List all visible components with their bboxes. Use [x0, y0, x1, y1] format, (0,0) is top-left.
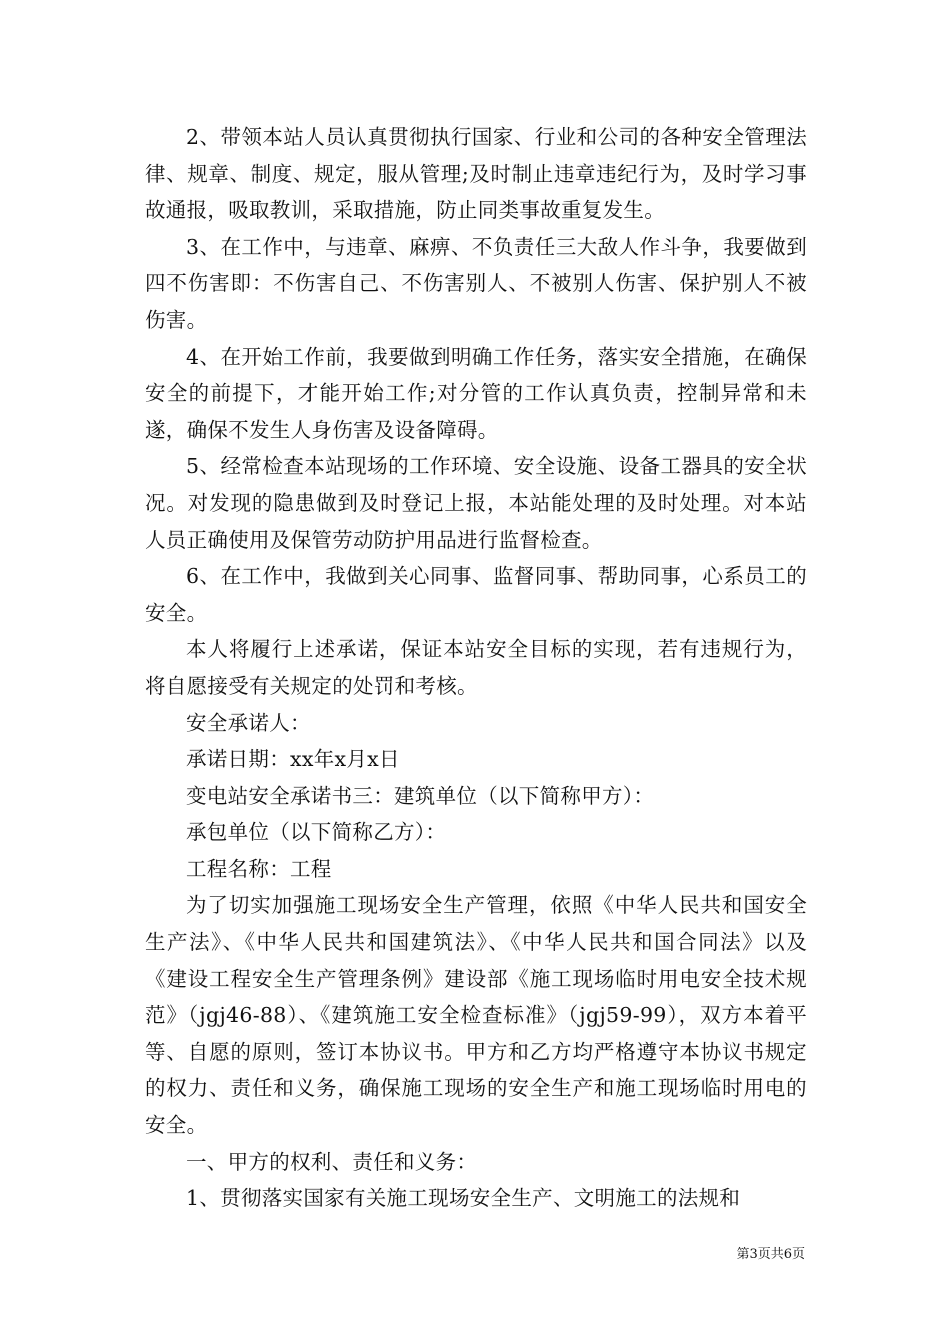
paragraph-item-6: 6、在工作中，我做到关心同事、监督同事、帮助同事，心系员工的安全。 [145, 564, 807, 625]
signatory-line: 安全承诺人： [186, 710, 311, 735]
section-party-a-heading: 一、甲方的权利、责任和义务： [186, 1149, 478, 1174]
paragraph-pledge: 本人将履行上述承诺，保证本站安全目标的实现，若有违规行为，将自愿接受有关规定的处罚和考核。 [145, 637, 807, 698]
section-three-heading: 变电站安全承诺书三：建筑单位（以下简称甲方）： [186, 783, 655, 808]
contractor-line: 承包单位（以下简称乙方）： [186, 820, 447, 845]
paragraph-item-4: 4、在开始工作前，我要做到明确工作任务，落实安全措施，在确保安全的前提下，才能开始工作;对分管的工作认真负责，控制异常和未遂，确保不发生人身伤害及设备障碍。 [145, 344, 807, 442]
paragraph-item-2: 2、带领本站人员认真贯彻执行国家、行业和公司的各种安全管理法律、规章、制度、规定，服从管理;及时制止违章违纪行为，及时学习事故通报，吸取教训，采取措施，防止同类事故重复发生。 [145, 125, 807, 223]
paragraph-agreement-intro: 为了切实加强施工现场安全生产管理，依照《中华人民共和国安全生产法》、《中华人民共和国建筑法》、《中华人民共和国合同法》以及《建设工程安全生产管理条例》建设部《施工现场临时用电安全技术规范》（jgj46-88）、《建筑施工安全检查标准》（jgj59-99），双方本着平等、自愿的原则，签订本协议书。甲方和乙方均严格遵守本协议书规定的权力、责任和义务，确保施工现场的安全生产和施工现场临时用电的安全。 [145, 893, 807, 1138]
paragraph-item-a1: 1、贯彻落实国家有关施工现场安全生产、文明施工的法规和 [186, 1186, 741, 1211]
page-number: 第3页共6页 [736, 1247, 805, 1262]
pledge-date-line: 承诺日期：xx年x月x日 [186, 747, 400, 772]
document-body [145, 119, 807, 1217]
project-name-line: 工程名称：工程 [186, 856, 332, 881]
paragraph-item-3: 3、在工作中，与违章、麻痹、不负责任三大敌人作斗争，我要做到四不伤害即：不伤害自己、不伤害别人、不被别人伤害、保护别人不被伤害。 [145, 234, 807, 332]
paragraph-item-5: 5、经常检查本站现场的工作环境、安全设施、设备工器具的安全状况。对发现的隐患做到及时登记上报，本站能处理的及时处理。对本站人员正确使用及保管劳动防护用品进行监督检查。 [145, 454, 807, 552]
